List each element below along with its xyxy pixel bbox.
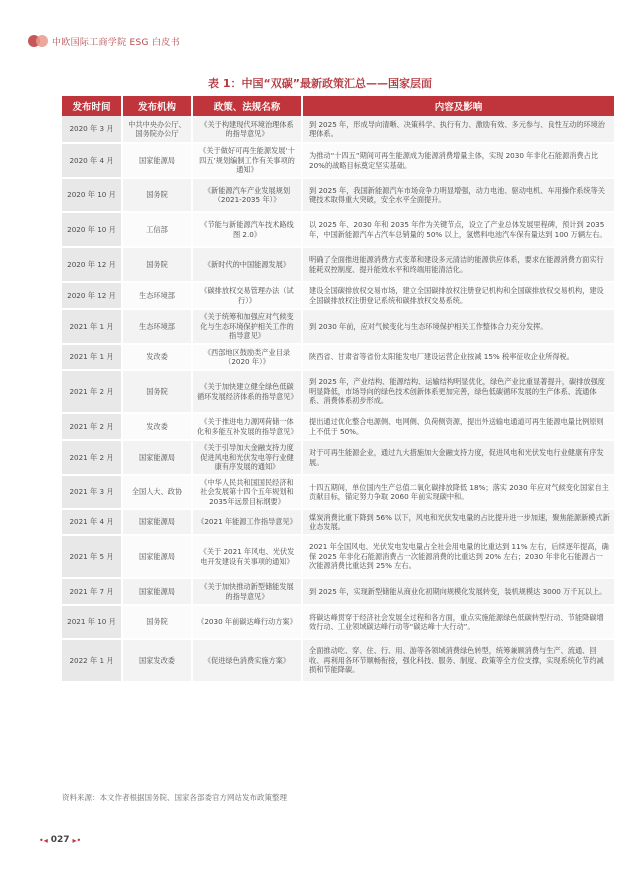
cell-org: 发改委 [122, 413, 192, 440]
cell-content: 为推动“十四五”期间可再生能源成为能源消费增量主体，实现 2030 年非化石能源消费占比20%的战略目标奠定坚实基础。 [302, 143, 614, 178]
cell-content: 对于可再生能源企业，通过九大措施加大金融支持力度，促进风电和光伏发电行业健康有序发展。 [302, 440, 614, 475]
cell-policy-name: 《中华人民共和国国民经济和社会发展第十四个五年规划和 2035年远景目标纲要》 [192, 475, 302, 509]
cell-policy-name: 《关于引导加大金融支持力度促进风电和光伏发电等行业健康有序发展的通知》 [192, 440, 302, 475]
cell-date: 2020 年 12 月 [62, 247, 122, 282]
cell-date: 2021 年 5 月 [62, 535, 122, 578]
cell-policy-name: 《关于加快建立健全绿色低碳循环发展经济体系的指导意见》 [192, 370, 302, 413]
cell-org: 国务院 [122, 178, 192, 212]
table-body [62, 116, 614, 682]
cell-date: 2021 年 2 月 [62, 413, 122, 440]
cell-date: 2020 年 10 月 [62, 212, 122, 247]
page-header [28, 34, 180, 48]
cell-content: 提出通过优化整合电源侧、电网侧、负荷侧资源，提出外送输电通道可再生能源电量比例原则上不低于 50%。 [302, 413, 614, 440]
cell-policy-name: 《新能源汽车产业发展规划（2021-2035 年）》 [192, 178, 302, 212]
table-row [62, 440, 614, 475]
cell-policy-name: 《关于推进电力源网荷储一体化和多能互补发展的指导意见》 [192, 413, 302, 440]
cell-org: 全国人大、政协 [122, 475, 192, 509]
header-content: 内容及影响 [302, 96, 614, 116]
cell-content: 明确了全面推进能源消费方式变革和建设多元清洁的能源供应体系，要求在能源消费方面实行能耗双控制度、提升能效水平和终端用能清洁化。 [302, 247, 614, 282]
cell-date: 2020 年 12 月 [62, 282, 122, 309]
cell-org: 国家发改委 [122, 639, 192, 682]
header-title: 中欧国际工商学院 ESG 白皮书 [52, 37, 180, 48]
table-title: 表 1：中国“双碳”最新政策汇总——国家层面 [208, 77, 432, 90]
cell-date: 2021 年 7 月 [62, 578, 122, 605]
table-row [62, 475, 614, 509]
cell-org: 国家能源局 [122, 535, 192, 578]
cell-content: 以 2025 年、2030 年和 2035 年作为关键节点，设立了产业总体发展里程碑，预计到 2035 年，中国新能源汽车占汽车总销量的 50% 以上，氢燃料电池汽车保有量达到 100 万辆左右。 [302, 212, 614, 247]
table-row [62, 509, 614, 535]
cell-policy-name: 《关于构建现代环境治理体系的指导意见》 [192, 116, 302, 143]
cell-content: 到 2025 年，我国新能源汽车市场竞争力明显增强，动力电池、驱动电机、车用操作系统等关键技术取得重大突破，安全水平全面提升。 [302, 178, 614, 212]
footer-dots-right-icon: ▸• [72, 835, 82, 845]
cell-date: 2021 年 2 月 [62, 370, 122, 413]
table-row [62, 178, 614, 212]
header-date: 发布时间 [62, 96, 122, 116]
cell-org: 国务院 [122, 605, 192, 639]
cell-policy-name: 《2021 年能源工作指导意见》 [192, 509, 302, 535]
table-row [62, 639, 614, 682]
header-policy-name: 政策、法规名称 [192, 96, 302, 116]
cell-policy-name: 《新时代的中国能源发展》 [192, 247, 302, 282]
cell-org: 国家能源局 [122, 440, 192, 475]
cell-org: 国务院 [122, 370, 192, 413]
cell-policy-name: 《碳排放权交易管理办法（试行）》 [192, 282, 302, 309]
cell-org: 生态环境部 [122, 282, 192, 309]
table-row [62, 413, 614, 440]
cell-policy-name: 《关于做好可再生能源发展‘十四五’规划编制工作有关事项的通知》 [192, 143, 302, 178]
cell-org: 生态环境部 [122, 309, 192, 344]
cell-org: 中共中央办公厅、国务院办公厅 [122, 116, 192, 143]
table-row [62, 247, 614, 282]
cell-policy-name: 《关于 2021 年风电、光伏发电开发建设有关事项的通知》 [192, 535, 302, 578]
cell-date: 2020 年 3 月 [62, 116, 122, 143]
cell-content: 到 2025 年，实现新型储能从商业化初期向规模化发展转变，装机规模达 3000 万千瓦以上。 [302, 578, 614, 605]
cell-date: 2021 年 2 月 [62, 440, 122, 475]
cell-org: 国家能源局 [122, 509, 192, 535]
cell-content: 2021 年全国风电、光伏发电发电量占全社会用电量的比重达到 11% 左右，后续逐年提高，确保 2025 年非化石能源消费占一次能源消费的比重达到 20% 左右；2030 年非化石能源占一次能源消费比重达到 25% 左右。 [302, 535, 614, 578]
cell-content: 将碳达峰贯穿于经济社会发展全过程和各方面，重点实施能源绿色低碳转型行动、节能降碳增效行动、工业领域碳达峰行动等“碳达峰十大行动”。 [302, 605, 614, 639]
page-number: 027 [50, 835, 70, 845]
table-row [62, 344, 614, 370]
cell-policy-name: 《西部地区鼓励类产业目录（2020 年）》 [192, 344, 302, 370]
cell-date: 2020 年 10 月 [62, 178, 122, 212]
source-note: 资料来源：本文作者根据国务院、国家各部委官方网站发布政策整理 [62, 793, 287, 802]
cell-org: 国务院 [122, 247, 192, 282]
table-row [62, 116, 614, 143]
cell-policy-name: 《关于统筹和加强应对气候变化与生态环境保护相关工作的指导意见》 [192, 309, 302, 344]
cell-date: 2021 年 1 月 [62, 344, 122, 370]
policy-table [62, 96, 614, 683]
cell-date: 2020 年 4 月 [62, 143, 122, 178]
footer-dots-left-icon: •◂ [39, 835, 48, 845]
cell-policy-name: 《关于加快推动新型储能发展的指导意见》 [192, 578, 302, 605]
cell-org: 发改委 [122, 344, 192, 370]
cell-policy-name: 《促进绿色消费实施方案》 [192, 639, 302, 682]
cell-content: 建设全国碳排放权交易市场，建立全国碳排放权注册登记机构和全国碳排放权交易机构，建设全国碳排放权注册登记系统和碳排放权交易系统。 [302, 282, 614, 309]
cell-policy-name: 《2030 年前碳达峰行动方案》 [192, 605, 302, 639]
cell-policy-name: 《节能与新能源汽车技术路线图 2.0》 [192, 212, 302, 247]
cell-date: 2021 年 10 月 [62, 605, 122, 639]
cell-content: 陕西省、甘肃省等省份太阳能发电厂建设运营企业按减 15% 税率征收企业所得税。 [302, 344, 614, 370]
cell-content: 煤炭消费比重下降到 56% 以下，风电和光伏发电量的占比提升进一步加速，聚焦能源新模式新业态发展。 [302, 509, 614, 535]
table-header-row [62, 96, 614, 116]
table-row [62, 605, 614, 639]
table-row [62, 212, 614, 247]
cell-date: 2021 年 4 月 [62, 509, 122, 535]
cell-date: 2022 年 1 月 [62, 639, 122, 682]
cell-content: 到 2030 年前，应对气候变化与生态环境保护相关工作整体合力充分发挥。 [302, 309, 614, 344]
table-row [62, 370, 614, 413]
table-row [62, 282, 614, 309]
page-footer [36, 835, 84, 845]
cell-org: 工信部 [122, 212, 192, 247]
cell-date: 2021 年 3 月 [62, 475, 122, 509]
cell-org: 国家能源局 [122, 578, 192, 605]
table-row [62, 578, 614, 605]
table-row [62, 535, 614, 578]
cell-content: 全面推动吃、穿、住、行、用、游等各领域消费绿色转型，统筹兼顾消费与生产、流通、回收、再利用各环节顺畅衔接，强化科技、服务、制度、政策等全方位支撑，实现系统化节约减损和节能降碳。 [302, 639, 614, 682]
cell-content: 十四五期间，单位国内生产总值二氧化碳排放降低 18%；落实 2030 年应对气候变化国家自主贡献目标，锚定努力争取 2060 年前实现碳中和。 [302, 475, 614, 509]
table-row [62, 309, 614, 344]
header-org: 发布机构 [122, 96, 192, 116]
cell-org: 国家能源局 [122, 143, 192, 178]
ceibs-logo-icon [28, 34, 48, 48]
cell-content: 到 2025 年，形成导向清晰、决策科学、执行有力、激励有效、多元参与、良性互动的环境治理体系。 [302, 116, 614, 143]
cell-date: 2021 年 1 月 [62, 309, 122, 344]
table-row [62, 143, 614, 178]
cell-content: 到 2025 年，产业结构、能源结构、运输结构明显优化，绿色产业比重显著提升，碳排放强度明显降低，市场导向的绿色技术创新体系更加完善，绿色低碳循环发展的生产体系、流通体系、消费体系初步形成。 [302, 370, 614, 413]
